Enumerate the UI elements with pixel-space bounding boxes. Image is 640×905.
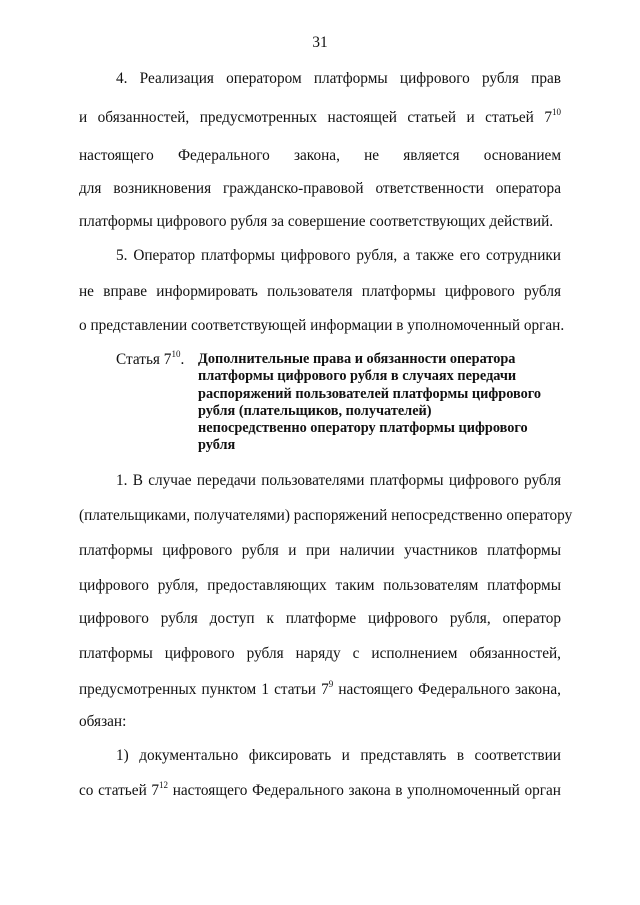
- title-line: распоряжений пользователей платформы цифрового: [198, 385, 542, 402]
- superscript: 12: [159, 779, 169, 790]
- page-number: 31: [312, 34, 328, 51]
- text-span: со статьей 7: [79, 782, 160, 799]
- text-line: о представлении соответствующей информации в уполномоченный орган.: [79, 317, 565, 334]
- text-line: обязан:: [79, 713, 127, 730]
- text-span: Статья 7: [116, 351, 172, 368]
- title-line: рубля (плательщиков, получателей): [198, 402, 432, 419]
- text-line: платформы цифрового рубля и при наличии участников платформы: [79, 542, 561, 559]
- text-line: 1. В случае передачи пользователями платформы цифрового рубля: [116, 472, 561, 489]
- text-line: [79, 680, 561, 700]
- superscript: 9: [328, 678, 334, 689]
- text-line: цифрового рубля доступ к платформе цифрового рубля, оператор: [79, 610, 561, 627]
- title-line: непосредственно оператору платформы цифрового: [198, 420, 528, 437]
- title-line: платформы цифрового рубля в случаях передачи: [198, 368, 517, 385]
- text-line: не вправе информировать пользователя платформы цифрового рубля: [79, 283, 561, 300]
- text-line: 5. Оператор платформы цифрового рубля, а также его сотрудники: [116, 247, 561, 264]
- text-line: 4. Реализация оператором платформы цифрового рубля прав: [116, 70, 561, 87]
- text-line: 1) документально фиксировать и представлять в соответствии: [116, 747, 561, 764]
- text-line: (плательщиками, получателями) распоряжений непосредственно оператору: [79, 507, 573, 524]
- text-span: 7: [544, 109, 552, 126]
- article-label: [116, 348, 185, 369]
- text-span: .: [180, 351, 185, 368]
- text-span: настоящего Федерального закона в уполномоченный орган: [172, 782, 561, 799]
- text-line: платформы цифрового рубля наряду с исполнением обязанностей,: [79, 645, 561, 662]
- text-span: настоящего Федерального закона,: [338, 681, 561, 698]
- text-line: настоящего Федерального закона, не является основанием: [79, 147, 561, 164]
- superscript: 10: [171, 348, 181, 359]
- text-line: [79, 108, 561, 128]
- text-span: и обязанностей, предусмотренных настоящей статьей и статьей: [79, 109, 534, 126]
- superscript: 10: [552, 106, 561, 117]
- text-line: [79, 781, 561, 801]
- article-title: [198, 351, 568, 455]
- text-line: цифрового рубля, предоставляющих таким пользователям платформы: [79, 577, 561, 594]
- title-line: Дополнительные права и обязанности оператора: [198, 351, 516, 367]
- text-span: предусмотренных пунктом 1 статьи 7: [79, 681, 329, 698]
- title-line: рубля: [198, 437, 236, 454]
- text-line: платформы цифрового рубля за совершение соответствующих действий.: [79, 213, 554, 230]
- text-line: для возникновения гражданско-правовой ответственности оператора: [79, 180, 561, 197]
